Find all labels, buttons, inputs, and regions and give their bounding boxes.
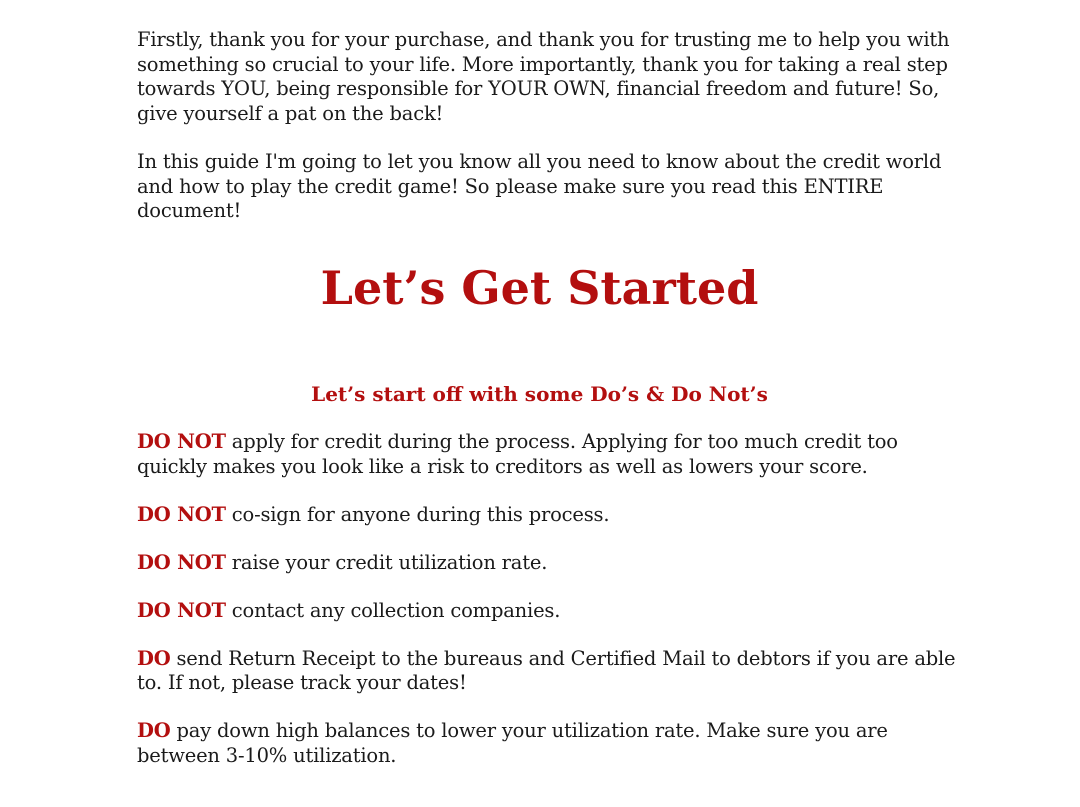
rule-item <box>137 647 957 696</box>
rule-text: raise your credit utilization rate. <box>225 550 548 574</box>
rule-item <box>137 719 957 768</box>
rule-keyword: DO NOT <box>137 430 226 453</box>
rule-text: pay down high balances to lower your utilization rate. Make sure you are between 3-10% utilization. <box>137 719 888 767</box>
rule-item <box>137 503 957 528</box>
rule-text: contact any collection companies. <box>225 598 561 622</box>
rules-list <box>137 430 957 792</box>
rule-keyword: DO <box>137 719 171 742</box>
rule-item <box>137 551 957 576</box>
rule-keyword: DO NOT <box>137 598 226 622</box>
section-title: Let’s Get Started <box>320 261 759 315</box>
intro-paragraph-1: Firstly, thank you for your purchase, and thank you for trusting me to help you with something so crucial to your life. More importantly, thank you for taking a real step towards YOU, being responsible for YOUR OWN, financial freedom and future! So, give yourself a pat on the back! <box>137 28 950 125</box>
rule-item <box>137 599 957 624</box>
section-subtitle: Let’s start off with some Do’s & Do Not’s <box>311 382 768 406</box>
rule-item <box>137 430 957 479</box>
rule-text: send Return Receipt to the bureaus and Certified Mail to debtors if you are able to. If not, please track your dates! <box>137 646 956 694</box>
rule-keyword: DO NOT <box>137 502 226 526</box>
rule-text: co-sign for anyone during this process. <box>225 502 610 526</box>
intro-paragraph-2: In this guide I'm going to let you know all you need to know about the credit world and how to play the credit game! So please make sure you read this ENTIRE document! <box>137 150 942 222</box>
rule-keyword: DO NOT <box>137 550 226 574</box>
rule-keyword: DO <box>137 646 171 670</box>
document-page <box>137 28 957 767</box>
rule-text: apply for credit during the process. Applying for too much credit too quickly makes you look like a risk to creditors as well as lowers your score. <box>137 430 898 478</box>
